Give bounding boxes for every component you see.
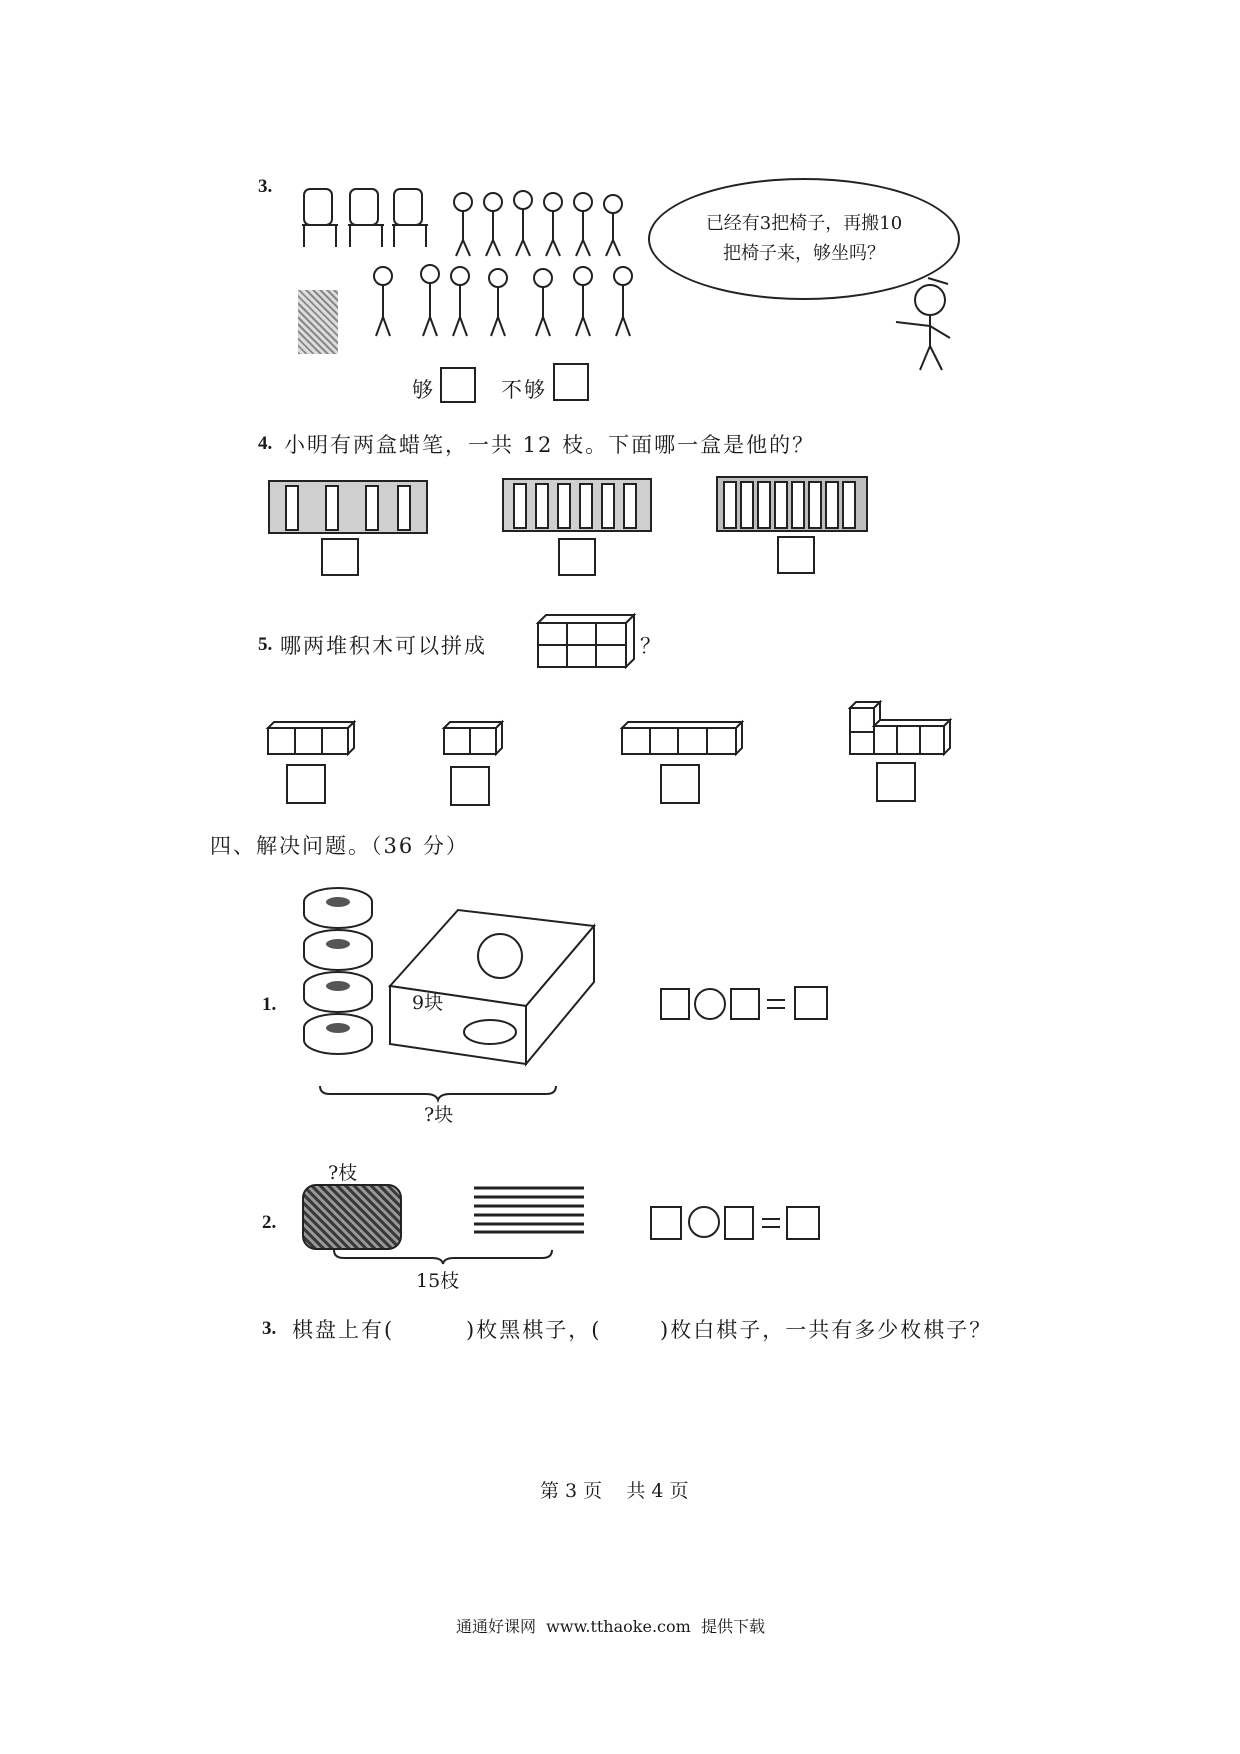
p3-number: 3. xyxy=(262,1318,277,1339)
p2-equals-sign xyxy=(760,1215,782,1231)
p3-blank-black[interactable] xyxy=(406,1314,466,1342)
p2-eq-result-box[interactable] xyxy=(786,1206,820,1240)
q5-number: 5. xyxy=(258,634,273,655)
pencil-case xyxy=(302,1184,402,1250)
option-enough-label: 够 xyxy=(412,378,435,402)
p1-eq-box-2[interactable] xyxy=(730,988,760,1020)
crayon-box-4 xyxy=(268,480,428,534)
q5-text-before: 哪两堆积木可以拼成 xyxy=(280,634,487,658)
q3-number: 3. xyxy=(258,176,273,197)
pencils-bundle xyxy=(472,1184,588,1236)
option-not-enough-label: 不够 xyxy=(501,378,547,402)
speech-line-1: 已经有3把椅子，再搬10 xyxy=(705,213,903,234)
p2-brace xyxy=(332,1248,554,1264)
p2-total-label: 15枝 xyxy=(416,1270,460,1292)
source-footer: 通通好课网 www.tthaoke.com 提供下载 xyxy=(456,1617,765,1636)
target-block-shape xyxy=(536,613,636,669)
block-set-l-shape xyxy=(848,700,952,756)
crayon-box-6 xyxy=(502,478,652,532)
block-set-2-answer[interactable] xyxy=(450,766,490,806)
p1-eq-result-box[interactable] xyxy=(794,986,828,1020)
crayon-box-6-answer[interactable] xyxy=(558,538,596,576)
crayon-box-8-answer[interactable] xyxy=(777,536,815,574)
p1-brace xyxy=(318,1084,558,1100)
block-set-3-answer[interactable] xyxy=(286,764,326,804)
q4-text: 小明有两盒蜡笔，一共 12 枝。下面哪一盒是他的？ xyxy=(284,433,816,457)
q5-text-after: ？ xyxy=(640,634,663,658)
q4-number: 4. xyxy=(258,433,273,454)
teacher-figure xyxy=(888,278,968,373)
option-enough-box[interactable] xyxy=(440,367,476,403)
p3-text-part2: )枚黑棋子，( xyxy=(466,1318,602,1342)
p1-total-label: ?块 xyxy=(424,1104,454,1126)
box-label-9: 9块 xyxy=(412,992,444,1014)
chairs-illustration xyxy=(296,185,436,255)
p2-eq-box-2[interactable] xyxy=(724,1206,754,1240)
crayon-box-8 xyxy=(716,476,868,532)
block-set-4 xyxy=(620,720,744,756)
p1-eq-box-1[interactable] xyxy=(660,988,690,1020)
block-set-4-answer[interactable] xyxy=(660,764,700,804)
option-not-enough-box[interactable] xyxy=(553,363,589,401)
p3-text-part1: 棋盘上有( xyxy=(292,1318,395,1342)
p2-eq-box-1[interactable] xyxy=(650,1206,682,1240)
block-set-3 xyxy=(266,720,356,756)
p1-eq-operator[interactable] xyxy=(694,988,726,1020)
speech-line-2: 把椅子来，够坐吗？ xyxy=(723,243,885,264)
mooncake-stack xyxy=(300,886,380,1064)
p2-unknown-label: ?枝 xyxy=(328,1162,358,1184)
p3-text-part3: )枚白棋子，一共有多少枚棋子？ xyxy=(660,1318,993,1342)
children-group-top xyxy=(448,190,638,260)
mooncake-box xyxy=(388,906,598,1066)
page-number: 第 3 页 共 4 页 xyxy=(540,1480,689,1502)
children-group-bottom xyxy=(368,262,648,342)
p2-eq-operator[interactable] xyxy=(688,1206,720,1238)
block-set-2 xyxy=(442,720,504,756)
block-set-l-shape-answer[interactable] xyxy=(876,762,916,802)
section4-heading: 四、解决问题。（36 分） xyxy=(210,834,469,858)
p1-number: 1. xyxy=(262,994,277,1015)
doorway-shade xyxy=(298,290,338,354)
p3-blank-white[interactable] xyxy=(604,1314,660,1342)
crayon-box-4-answer[interactable] xyxy=(321,538,359,576)
p1-equals-sign xyxy=(765,996,787,1012)
p2-number: 2. xyxy=(262,1212,277,1233)
